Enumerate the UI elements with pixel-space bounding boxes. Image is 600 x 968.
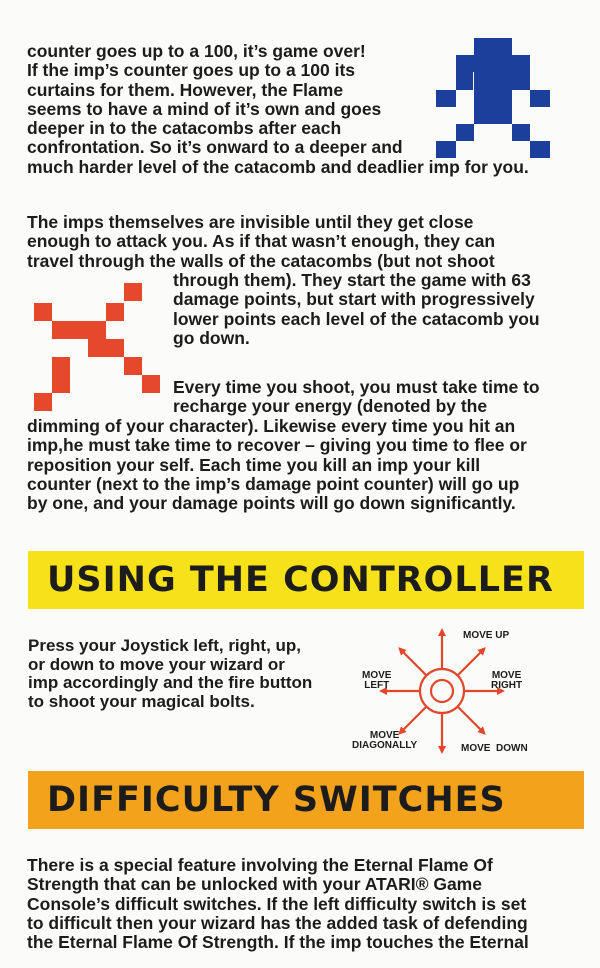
difficulty-heading: DIFFICULTY SWITCHES [47,780,506,820]
text-line: enough to attack you. As if that wasn’t enough, they can [27,231,496,252]
text-line: by one, and your damage points will go down significantly. [27,493,516,514]
move-down-label: MOVE DOWN [461,743,528,754]
move-left-label-line2: LEFT [364,680,390,691]
text-line: Every time you shoot, you must take time to [173,377,540,397]
text-line: through them). They start the game with 63 [173,270,531,290]
move-diagonally-label [352,731,417,751]
text-line: counter goes up to a 100, it’s game over! [27,41,366,61]
move-diagonally-label-line2: DIAGONALLY [352,740,418,751]
text-line: counter (next to the imp’s damage point counter) will go up [27,473,520,494]
text-line: dimming of your character). Likewise every time you hit an [27,416,516,436]
text-line: Console’s difficult switches. If the left difficulty switch is set [27,893,527,914]
text-line: deeper in to the catacombs after each [27,118,342,139]
move-diagonally-label-line1: MOVE [369,730,400,741]
text-line: recharge your energy (denoted by the [173,396,488,417]
text-line: damage points, but start with progressively [173,289,535,310]
move-up-label: MOVE UP [463,630,510,641]
text-line: go down. [173,327,250,348]
text-line: imp,he must take time to recover – giving you time to flee or [27,435,527,456]
text-line: Press your Joystick left, right, up, [28,636,302,655]
shooting-paragraph-full [27,417,527,513]
text-line: The imps themselves are invisible until they get close [27,212,474,232]
move-left-label [362,671,391,691]
intro-paragraph [27,42,529,177]
controller-heading-band [28,551,584,609]
text-line: imp accordingly and the fire button [28,673,313,692]
text-line: lower points each level of the catacomb you [173,308,540,329]
move-right-label-line1: MOVE [491,670,522,681]
text-line: seems to have a mind of it’s own and goes [27,98,382,119]
move-left-label-line1: MOVE [362,670,392,681]
move-right-label-line2: RIGHT [491,680,523,691]
text-line: much harder level of the catacomb and deadlier imp for you. [27,156,529,177]
text-line: reposition your self. Each time you kill an imp your kill [27,454,481,475]
move-right-label [491,671,522,691]
shooting-paragraph-indented [173,378,540,417]
imps-paragraph-full [27,213,495,271]
difficulty-paragraph [27,856,529,952]
text-line: the Eternal Flame Of Strength. If the imp touches the Eternal [27,932,529,953]
text-line: curtains for them. However, the Flame [27,79,344,100]
imps-paragraph-indented [173,271,540,348]
text-line: confrontation. So it’s onward to a deeper and [27,137,403,158]
controller-paragraph [28,637,312,711]
text-line: to difficult then your wizard has the added task of defending [27,912,528,933]
text-line: or down to move your wizard or [28,654,285,674]
text-line: to shoot your magical bolts. [28,691,255,711]
controller-heading: USING THE CONTROLLER [47,560,554,600]
text-line: travel through the walls of the catacombs (but not shoot [27,250,495,271]
text-line: Strength that can be unlocked with your ATARI® Game [27,874,482,895]
text-line: There is a special feature involving the Eternal Flame Of [27,855,493,875]
text-line: If the imp’s counter goes up to a 100 its [27,60,356,81]
imp-sprite-icon [34,283,164,413]
difficulty-heading-band [28,771,584,829]
